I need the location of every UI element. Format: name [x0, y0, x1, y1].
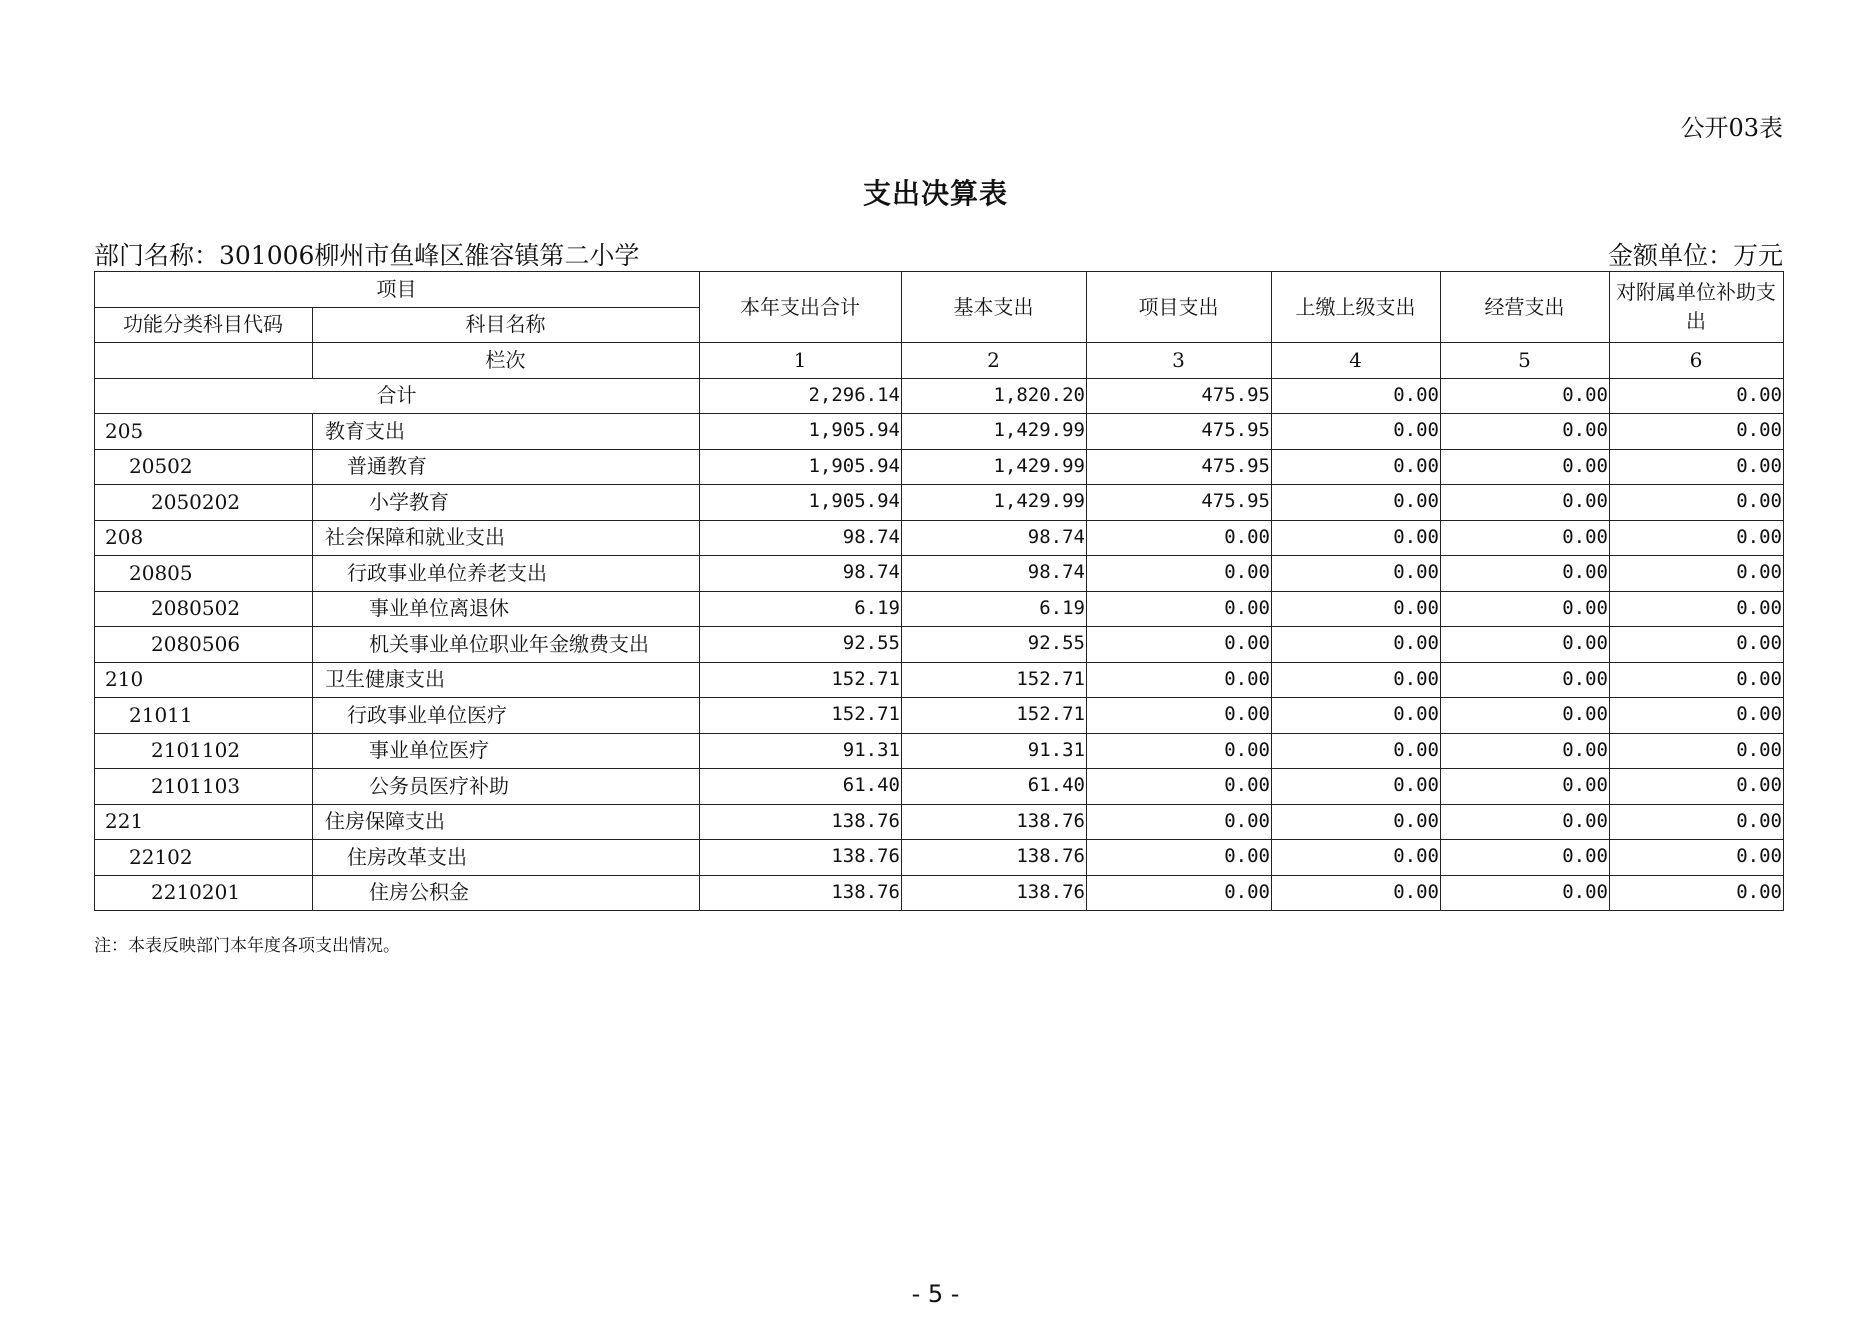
- row-value-2: 138.76: [902, 875, 1087, 911]
- row-code: 208: [95, 520, 313, 556]
- column-index-row: [95, 343, 1784, 379]
- row-value-6: 0.00: [1610, 698, 1784, 734]
- row-value-3: 0.00: [1087, 769, 1272, 805]
- row-value-1: 6.19: [700, 591, 902, 627]
- table-row: [95, 591, 1784, 627]
- row-value-3: 0.00: [1087, 840, 1272, 876]
- row-subject-name: 事业单位医疗: [313, 733, 700, 769]
- row-value-4: 0.00: [1272, 485, 1441, 521]
- table-row: [95, 414, 1784, 450]
- row-subject-name: 公务员医疗补助: [313, 769, 700, 805]
- row-value-3: 0.00: [1087, 804, 1272, 840]
- table-note: 注：本表反映部门本年度各项支出情况。: [94, 936, 400, 956]
- row-value-1: 138.76: [700, 875, 902, 911]
- expenditure-table: [94, 271, 1784, 911]
- row-value-4: 0.00: [1272, 662, 1441, 698]
- row-value-2: 6.19: [902, 591, 1087, 627]
- row-value-6: 0.00: [1610, 627, 1784, 663]
- row-value-2: 92.55: [902, 627, 1087, 663]
- row-value-1: 1,905.94: [700, 414, 902, 450]
- row-value-6: 0.00: [1610, 733, 1784, 769]
- row-value-1: 61.40: [700, 769, 902, 805]
- row-code: 20805: [95, 556, 313, 592]
- row-value-2: 1,429.99: [902, 485, 1087, 521]
- page-number: - 5 -: [911, 1280, 960, 1308]
- row-value-5: 0.00: [1441, 414, 1610, 450]
- row-value-4: 0.00: [1272, 733, 1441, 769]
- row-code: 2101102: [95, 733, 313, 769]
- row-value-4: 0.00: [1272, 627, 1441, 663]
- column-index-blank: [95, 343, 313, 379]
- row-value-5: 0.00: [1441, 875, 1610, 911]
- row-value-5: 0.00: [1441, 840, 1610, 876]
- row-value-5: 0.00: [1441, 662, 1610, 698]
- row-value-5: 0.00: [1441, 485, 1610, 521]
- table-row: [95, 875, 1784, 911]
- header-total-expenditure: 本年支出合计: [700, 272, 902, 343]
- row-subject-name: 普通教育: [313, 449, 700, 485]
- row-subject-name: 住房改革支出: [313, 840, 700, 876]
- amount-unit: 金额单位：万元: [1607, 241, 1783, 270]
- row-subject-name: 事业单位离退休: [313, 591, 700, 627]
- header-row-1: [95, 272, 1784, 308]
- row-subject-name: 机关事业单位职业年金缴费支出: [313, 627, 700, 663]
- row-value-6: 0.00: [1610, 556, 1784, 592]
- row-value-4: 0.00: [1272, 591, 1441, 627]
- table-row: [95, 804, 1784, 840]
- row-value-3: 0.00: [1087, 591, 1272, 627]
- row-subject-name: 教育支出: [313, 414, 700, 450]
- row-value-1: 91.31: [700, 733, 902, 769]
- row-code: 2080502: [95, 591, 313, 627]
- total-value-6: 0.00: [1610, 378, 1784, 414]
- row-value-1: 138.76: [700, 804, 902, 840]
- row-value-1: 152.71: [700, 698, 902, 734]
- row-code: 20502: [95, 449, 313, 485]
- row-subject-name: 小学教育: [313, 485, 700, 521]
- row-value-5: 0.00: [1441, 769, 1610, 805]
- row-value-4: 0.00: [1272, 449, 1441, 485]
- row-value-5: 0.00: [1441, 698, 1610, 734]
- row-value-4: 0.00: [1272, 840, 1441, 876]
- row-value-1: 98.74: [700, 520, 902, 556]
- row-value-6: 0.00: [1610, 414, 1784, 450]
- header-operating-expenditure: 经营支出: [1441, 272, 1610, 343]
- table-row: [95, 520, 1784, 556]
- row-value-2: 98.74: [902, 520, 1087, 556]
- table-row: [95, 485, 1784, 521]
- row-subject-name: 住房公积金: [313, 875, 700, 911]
- total-value-2: 1,820.20: [902, 378, 1087, 414]
- row-value-2: 152.71: [902, 662, 1087, 698]
- header-project: 项目: [95, 272, 700, 308]
- row-value-1: 152.71: [700, 662, 902, 698]
- row-value-5: 0.00: [1441, 627, 1610, 663]
- row-value-2: 61.40: [902, 769, 1087, 805]
- row-code: 2101103: [95, 769, 313, 805]
- row-value-1: 92.55: [700, 627, 902, 663]
- row-value-1: 1,905.94: [700, 485, 902, 521]
- column-index-4: 4: [1272, 343, 1441, 379]
- table-row: [95, 769, 1784, 805]
- table-row: [95, 556, 1784, 592]
- header-subsidy-affiliates: 对附属单位补助支出: [1610, 272, 1784, 343]
- row-value-6: 0.00: [1610, 769, 1784, 805]
- column-index-5: 5: [1441, 343, 1610, 379]
- row-code: 210: [95, 662, 313, 698]
- total-value-3: 475.95: [1087, 378, 1272, 414]
- total-label: 合计: [95, 378, 700, 414]
- row-value-3: 0.00: [1087, 627, 1272, 663]
- table-row: [95, 662, 1784, 698]
- total-value-5: 0.00: [1441, 378, 1610, 414]
- row-value-4: 0.00: [1272, 556, 1441, 592]
- table-number: 公开03表: [1680, 114, 1783, 142]
- table-row: [95, 449, 1784, 485]
- row-value-3: 0.00: [1087, 520, 1272, 556]
- row-code: 205: [95, 414, 313, 450]
- row-value-5: 0.00: [1441, 804, 1610, 840]
- row-value-3: 475.95: [1087, 485, 1272, 521]
- table-row: [95, 698, 1784, 734]
- row-value-2: 98.74: [902, 556, 1087, 592]
- row-subject-name: 行政事业单位养老支出: [313, 556, 700, 592]
- column-index-label: 栏次: [313, 343, 700, 379]
- row-value-2: 152.71: [902, 698, 1087, 734]
- row-subject-name: 卫生健康支出: [313, 662, 700, 698]
- row-code: 21011: [95, 698, 313, 734]
- row-value-1: 138.76: [700, 840, 902, 876]
- row-subject-name: 住房保障支出: [313, 804, 700, 840]
- row-code: 2080506: [95, 627, 313, 663]
- table-row: [95, 733, 1784, 769]
- header-function-code: 功能分类科目代码: [95, 307, 313, 343]
- row-value-5: 0.00: [1441, 733, 1610, 769]
- row-value-5: 0.00: [1441, 520, 1610, 556]
- row-value-3: 475.95: [1087, 414, 1272, 450]
- row-code: 22102: [95, 840, 313, 876]
- row-value-1: 98.74: [700, 556, 902, 592]
- row-value-5: 0.00: [1441, 591, 1610, 627]
- row-value-3: 0.00: [1087, 875, 1272, 911]
- row-value-3: 0.00: [1087, 662, 1272, 698]
- row-subject-name: 社会保障和就业支出: [313, 520, 700, 556]
- row-value-4: 0.00: [1272, 414, 1441, 450]
- row-value-6: 0.00: [1610, 591, 1784, 627]
- header-subject-name: 科目名称: [313, 307, 700, 343]
- row-value-2: 138.76: [902, 804, 1087, 840]
- row-value-4: 0.00: [1272, 875, 1441, 911]
- table-row: [95, 840, 1784, 876]
- total-value-4: 0.00: [1272, 378, 1441, 414]
- row-value-5: 0.00: [1441, 449, 1610, 485]
- row-value-2: 1,429.99: [902, 414, 1087, 450]
- row-value-6: 0.00: [1610, 804, 1784, 840]
- header-project-expenditure: 项目支出: [1087, 272, 1272, 343]
- row-value-3: 0.00: [1087, 556, 1272, 592]
- row-value-6: 0.00: [1610, 449, 1784, 485]
- row-value-2: 1,429.99: [902, 449, 1087, 485]
- column-index-2: 2: [902, 343, 1087, 379]
- total-value-1: 2,296.14: [700, 378, 902, 414]
- row-value-2: 138.76: [902, 840, 1087, 876]
- row-value-4: 0.00: [1272, 520, 1441, 556]
- row-value-4: 0.00: [1272, 698, 1441, 734]
- row-value-6: 0.00: [1610, 875, 1784, 911]
- column-index-1: 1: [700, 343, 902, 379]
- row-value-3: 475.95: [1087, 449, 1272, 485]
- row-value-6: 0.00: [1610, 520, 1784, 556]
- total-row: [95, 378, 1784, 414]
- header-basic-expenditure: 基本支出: [902, 272, 1087, 343]
- row-value-6: 0.00: [1610, 662, 1784, 698]
- document-title: 支出决算表: [862, 177, 1008, 210]
- row-value-4: 0.00: [1272, 769, 1441, 805]
- column-index-6: 6: [1610, 343, 1784, 379]
- row-code: 2050202: [95, 485, 313, 521]
- row-subject-name: 行政事业单位医疗: [313, 698, 700, 734]
- row-value-1: 1,905.94: [700, 449, 902, 485]
- row-value-2: 91.31: [902, 733, 1087, 769]
- row-value-3: 0.00: [1087, 733, 1272, 769]
- department-name: 部门名称：301006柳州市鱼峰区雒容镇第二小学: [94, 241, 640, 270]
- row-value-6: 0.00: [1610, 485, 1784, 521]
- row-value-6: 0.00: [1610, 840, 1784, 876]
- table-row: [95, 627, 1784, 663]
- row-code: 2210201: [95, 875, 313, 911]
- row-value-4: 0.00: [1272, 804, 1441, 840]
- row-value-5: 0.00: [1441, 556, 1610, 592]
- row-code: 221: [95, 804, 313, 840]
- column-index-3: 3: [1087, 343, 1272, 379]
- header-remit-upper: 上缴上级支出: [1272, 272, 1441, 343]
- row-value-3: 0.00: [1087, 698, 1272, 734]
